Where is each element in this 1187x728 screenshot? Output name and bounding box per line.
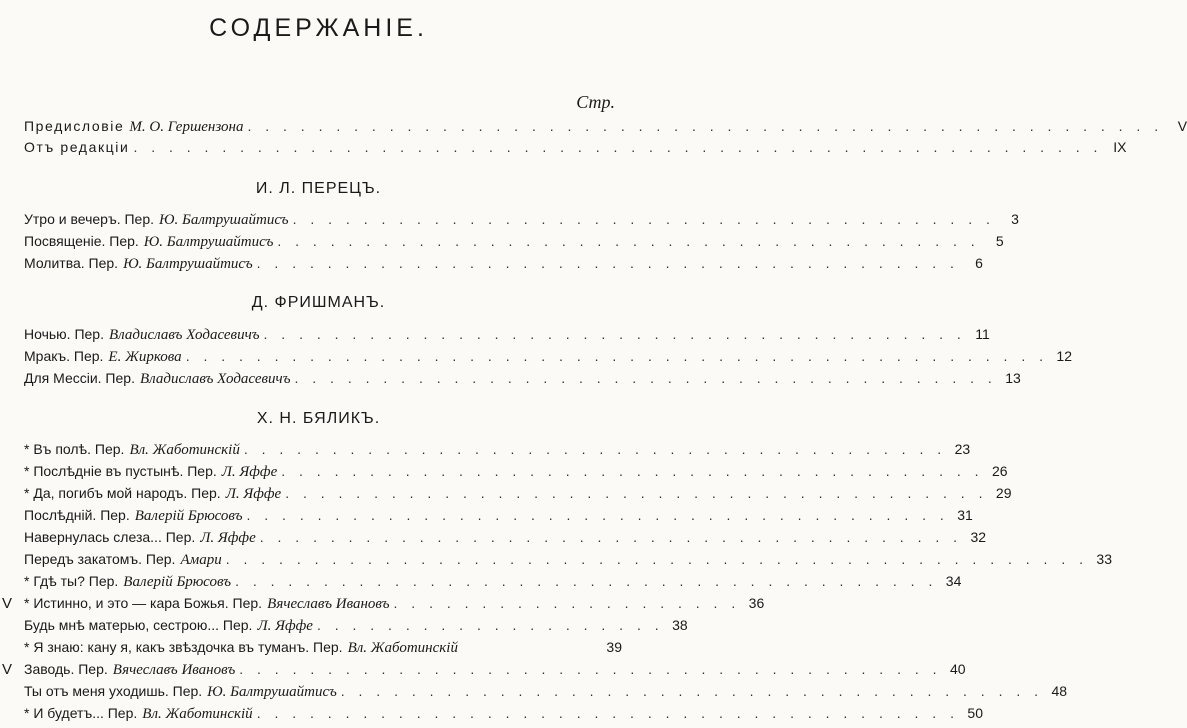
leader-dots: . . . . . . . . . . . . . . . . . . . .	[393, 595, 741, 611]
entry-title: Заводь. Пер.	[24, 661, 108, 677]
page-title: СОДЕРЖАНІЕ.	[209, 14, 428, 42]
entry-translator: Л. Яффе	[257, 618, 313, 634]
toc-entry	[24, 233, 1004, 253]
toc-entry	[24, 529, 987, 549]
entry-page: 29	[995, 485, 1012, 501]
entry-title: * И будетъ... Пер.	[24, 705, 138, 721]
leader-dots: . . . . . . . . . . . . . . . . . . . . . . . . . . . . . . . . . . . . . . . . . . . . . . . . .	[185, 348, 1048, 364]
leader-dots: . . . . . . . . . . . . . . . . . . . . . . . . . . . . . . . . . . . . . . . .	[256, 705, 959, 721]
leader-dots: . . . . . . . . . . . . . . . . . . . .	[316, 617, 664, 633]
toc-entry	[24, 370, 1021, 390]
entry-translator: Е. Жиркова	[108, 349, 182, 365]
toc-entry	[24, 661, 966, 681]
entry-page: 38	[672, 617, 688, 633]
margin-check-mark: V	[2, 595, 13, 612]
entry-title: Посвященіе. Пер.	[24, 233, 139, 249]
entry-page: 12	[1056, 348, 1072, 364]
entry-translator: Вл. Жаботинскій	[129, 442, 240, 458]
entry-translator: Ю. Балтрушайтисъ	[143, 234, 274, 250]
entry-page: 32	[970, 529, 987, 545]
leader-dots: . . . . . . . . . . . . . . . . . . . . . . . . . . . . . . . . . . . . . . . .	[285, 485, 988, 501]
entry-title: Утро и вечеръ. Пер.	[24, 211, 154, 227]
leader-dots: . . . . . . . . . . . . . . . . . . . . . . . . . . . . . . . . . . . . . . . .	[292, 211, 995, 227]
toc-entry	[24, 551, 1112, 571]
leader-dots: . . . . . . . . . . . . . . . . . . . . . . . . . . . . . . . . . . . . . . . .	[340, 683, 1044, 699]
leader-dots: . . . . . . . . . . . . . . . . . . . . . . . . . . . . . . . . . . . . . . . .	[235, 573, 938, 589]
entry-page: 48	[1051, 683, 1068, 699]
entry-title: * Да, погибъ мой народъ. Пер.	[24, 485, 221, 501]
entry-title: Навернулась слеза... Пер.	[24, 529, 196, 545]
toc-entry	[24, 348, 1072, 368]
section-heading-peretz: И. Л. ПЕРЕЦЪ.	[255, 180, 382, 197]
leader-dots: . . . . . . . . . . . . . . . . . . . . . . . . . . . . . . . . . . . . . . . .	[294, 370, 997, 386]
entry-translator: Вл. Жаботинскій	[347, 640, 458, 656]
leader-dots: . . . . . . . . . . . . . . . . . . . . . . . . . . . . . . . . . . . . . . . .	[281, 463, 984, 479]
entry-title: * Гдѣ ты? Пер.	[24, 573, 119, 589]
margin-check-mark: V	[2, 661, 13, 678]
leader-dots: . . . . . . . . . . . . . . . . . . . . . . . . . . . . . . . . . . . . . . . .	[246, 507, 949, 523]
entry-title: Будь мнѣ матерью, сестрою... Пер.	[24, 617, 253, 633]
entry-translator: Л. Яффе	[225, 486, 282, 502]
entry-page: 34	[945, 573, 962, 589]
entry-title: Передъ закатомъ. Пер.	[24, 551, 176, 567]
toc-entry	[24, 326, 990, 346]
toc-entry	[24, 573, 962, 593]
entry-translator: Валерій Брюсовъ	[123, 574, 232, 590]
entry-title: Отъ редакціи	[24, 139, 130, 155]
page-column-label: Стр.	[576, 92, 615, 112]
entry-page: 40	[949, 661, 966, 677]
entry-translator: Амари	[180, 552, 222, 568]
entry-page: 6	[975, 255, 983, 271]
toc-entry	[24, 463, 1008, 483]
entry-page: 31	[957, 507, 973, 523]
entry-page: 33	[1096, 551, 1112, 567]
leader-dots: . . . . . . . . . . . . . . . . . . . . . . . . . . . . . . . . . . . . . . . .	[263, 326, 966, 342]
entry-translator: Ю. Балтрушайтисъ	[159, 212, 289, 228]
entry-page: 39	[606, 639, 622, 655]
entry-page: 36	[748, 595, 765, 611]
entry-title: Ночью. Пер.	[24, 326, 104, 342]
entry-title: Для Мессіи. Пер.	[24, 370, 135, 386]
toc-entry	[24, 639, 622, 659]
entry-title: * Я знаю: кану я, какъ звѣздочка въ туманъ. Пер.	[24, 639, 343, 655]
entry-translator: Вячеславъ Ивановъ	[267, 596, 390, 612]
entry-page: 3	[1011, 211, 1019, 227]
entry-page: IX	[1113, 139, 1127, 155]
entry-translator: Ю. Балтрушайтисъ	[207, 684, 337, 700]
entry-title: Молитва. Пер.	[24, 255, 119, 271]
entry-page: 5	[995, 233, 1004, 249]
toc-entry-preface	[24, 118, 1187, 138]
toc-entry	[24, 255, 983, 275]
leader-dots: . . . . . . . . . . . . . . . . . . . . . . . . . . . . . . . . . . . . . . . . . . . . . . . . . . . .	[247, 118, 1164, 134]
entry-page: 23	[954, 441, 971, 457]
toc-entry	[24, 507, 973, 527]
toc-entry	[24, 211, 1019, 231]
entry-page: V	[1177, 118, 1187, 134]
entry-title: * Послѣдніе въ пустынѣ. Пер.	[24, 463, 217, 479]
entry-translator: Вячеславъ Ивановъ	[112, 662, 236, 678]
entry-page: 26	[991, 463, 1008, 479]
entry-translator: Ю. Балтрушайтисъ	[123, 256, 253, 272]
leader-dots: . . . . . . . . . . . . . . . . . . . . . . . . . . . . . . . . . . . . . . . .	[243, 441, 947, 457]
section-heading-frishman: Д. ФРИШМАНЪ.	[251, 294, 386, 311]
entry-title: Послѣдній. Пер.	[24, 507, 130, 523]
toc-entry	[24, 683, 1068, 703]
entry-page: 13	[1005, 370, 1021, 386]
leader-dots: . . . . . . . . . . . . . . . . . . . . . . . . . . . . . . . . . . . . . . . .	[239, 661, 942, 677]
leader-dots: . . . . . . . . . . . . . . . . . . . . . . . . . . . . . . . . . . . . . . . .	[259, 529, 963, 545]
section-heading-bialik: Х. Н. БЯЛИКЪ.	[256, 410, 381, 427]
entry-translator: Валерій Брюсовъ	[134, 508, 243, 524]
entry-title: Ты отъ меня уходишь. Пер.	[24, 683, 203, 699]
leader-dots: . . . . . . . . . . . . . . . . . . . . . . . . . . . . . . . . . . . . . . . . . . . . . . . . .	[225, 551, 1088, 567]
toc-entry	[24, 705, 983, 725]
toc-entry	[24, 595, 765, 615]
leader-dots: . . . . . . . . . . . . . . . . . . . . . . . . . . . . . . . . . . . . . . . . . . . . . . . . . . . . . . .	[133, 139, 1103, 155]
entry-translator: Владиславъ Ходасевичъ	[108, 327, 260, 343]
toc-entry-editorial	[24, 139, 1127, 159]
toc-entry	[24, 441, 971, 461]
entry-translator: Л. Яффе	[221, 464, 278, 480]
entry-title: Мракъ. Пер.	[24, 348, 104, 364]
entry-title: * Въ полѣ. Пер.	[24, 441, 125, 457]
entry-translator: М. О. Гершензона	[129, 119, 244, 135]
entry-page: 50	[967, 705, 983, 721]
entry-title: Предисловіе	[24, 118, 125, 134]
entry-translator: Вл. Жаботинскій	[142, 706, 253, 722]
leader-dots: . . . . . . . . . . . . . . . . . . . . . . . . . . . . . . . . . . . . . . . .	[256, 255, 959, 271]
entry-translator: Владиславъ Ходасевичъ	[139, 371, 291, 387]
entry-title: * Истинно, и это — кара Божья. Пер.	[24, 595, 263, 611]
toc-entry	[24, 485, 1012, 505]
entry-translator: Л. Яффе	[200, 530, 256, 546]
toc-entry	[24, 617, 688, 637]
entry-page: 11	[975, 326, 990, 342]
leader-dots: . . . . . . . . . . . . . . . . . . . . . . . . . . . . . . . . . . . . . . . .	[277, 233, 980, 249]
